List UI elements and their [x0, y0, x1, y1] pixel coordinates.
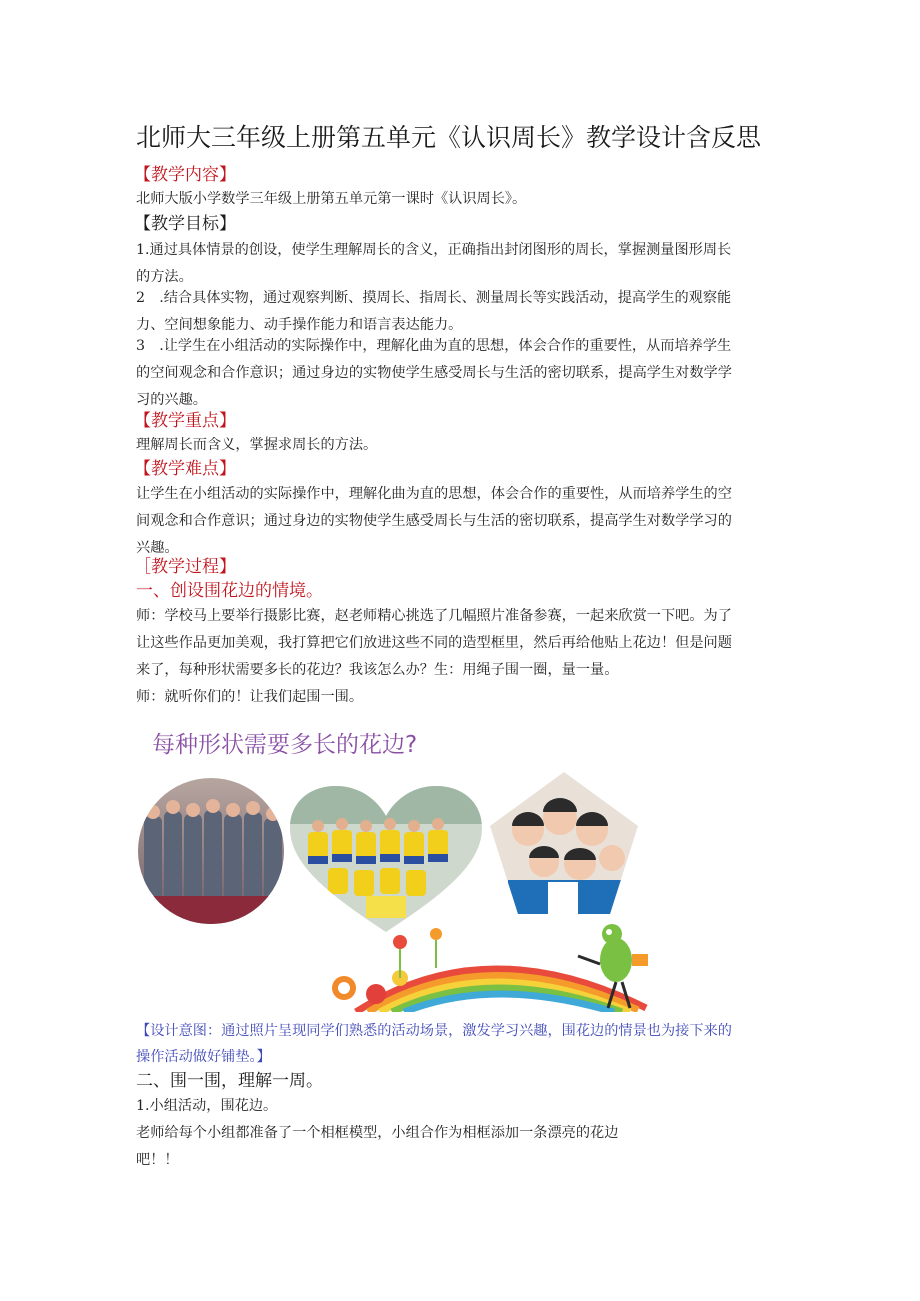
goal-3-line: 的空间观念和合作意识；通过身边的实物使学生感受周长与生活的密切联系，提高学生对数学学 [136, 365, 732, 381]
step-2-line: 吧！！ [136, 1152, 179, 1168]
goal-3-line: 习的兴趣。 [136, 392, 207, 408]
pentagon-photo [488, 770, 640, 916]
difficulty-line: 兴趣。 [136, 540, 179, 556]
design-note-line: 【设计意图：通过照片呈现同学们熟悉的活动场景，激发学习兴趣，围花边的情景也为接下来的 [136, 1023, 732, 1039]
key-text [136, 432, 792, 459]
goal-2-line: 力、空间想象能力、动手操作能力和语言表达能力。 [136, 317, 463, 333]
step-1-text [136, 603, 792, 711]
step-2-heading: 二、围一围，理解一周。 [136, 1071, 323, 1091]
content-text [136, 186, 792, 213]
goal-1-line: 1.通过具体情景的创设，使学生理解周长的含义，正确指出封闭图形的周长，掌握测量图形周长 [136, 242, 732, 258]
design-note-line: 操作活动做好铺垫。】 [136, 1049, 271, 1065]
decorative-rainbow [316, 918, 660, 1012]
document-title: 北师大三年级上册第五单元《认识周长》教学设计含反思 [136, 123, 762, 152]
step-1-heading: 一、创设围花边的情境。 [136, 581, 323, 601]
step-1-line: 师：学校马上要举行摄影比赛，赵老师精心挑选了几幅照片准备参赛，一起来欣赏一下吧。为了 [136, 608, 732, 624]
heart-photo [288, 784, 484, 934]
goals-heading: 【教学目标】 [134, 214, 236, 234]
content-heading: 【教学内容】 [134, 165, 236, 185]
difficulty-line: 间观念和合作意识；通过身边的实物使学生感受周长与生活的密切联系，提高学生对数学学习的 [136, 513, 732, 529]
goal-3-line: 3 .让学生在小组活动的实际操作中，理解化曲为直的思想，体会合作的重要性，从而培养学生 [136, 338, 732, 354]
goal-1-line: 的方法。 [136, 269, 193, 285]
step-1-line: 让这些作品更加美观，我打算把它们放进这些不同的造型框里，然后再给他贴上花边！但是问题 [136, 635, 732, 651]
goal-1 [136, 237, 792, 291]
goal-2-line: 2 .结合具体实物，通过观察判断、摸周长、指周长、测量周长等实践活动，提高学生的观察能 [136, 290, 732, 306]
step-2-line: 1.小组活动，围花边。 [136, 1098, 278, 1114]
key-line: 理解周长而含义，掌握求周长的方法。 [136, 437, 378, 453]
key-heading: 【教学重点】 [134, 411, 236, 431]
step-2-line: 老师给每个小组都准备了一个相框模型，小组合作为相框添加一条漂亮的花边 [136, 1125, 619, 1141]
goal-2 [136, 285, 792, 339]
difficulty-heading: 【教学难点】 [134, 459, 236, 479]
difficulty-line: 让学生在小组活动的实际操作中，理解化曲为直的思想，体会合作的重要性，从而培养学生的空 [136, 486, 732, 502]
lesson-slide-image [136, 718, 660, 1012]
content-line: 北师大版小学数学三年级上册第五单元第一课时《认识周长》。 [136, 191, 527, 207]
goal-3 [136, 333, 792, 414]
circle-photo [136, 776, 286, 926]
design-intent-note [136, 1018, 792, 1070]
step-2-text [136, 1093, 792, 1174]
step-1-line: 来了，每种形状需要多长的花边？我该怎么办？生：用绳子围一圈，量一量。 [136, 662, 619, 678]
process-heading: ［教学过程】 [134, 557, 236, 577]
step-1-line: 师：就听你们的！让我们起围一围。 [136, 689, 364, 705]
difficulty-text [136, 481, 792, 562]
slide-title: 每种形状需要多长的花边? [152, 732, 418, 758]
